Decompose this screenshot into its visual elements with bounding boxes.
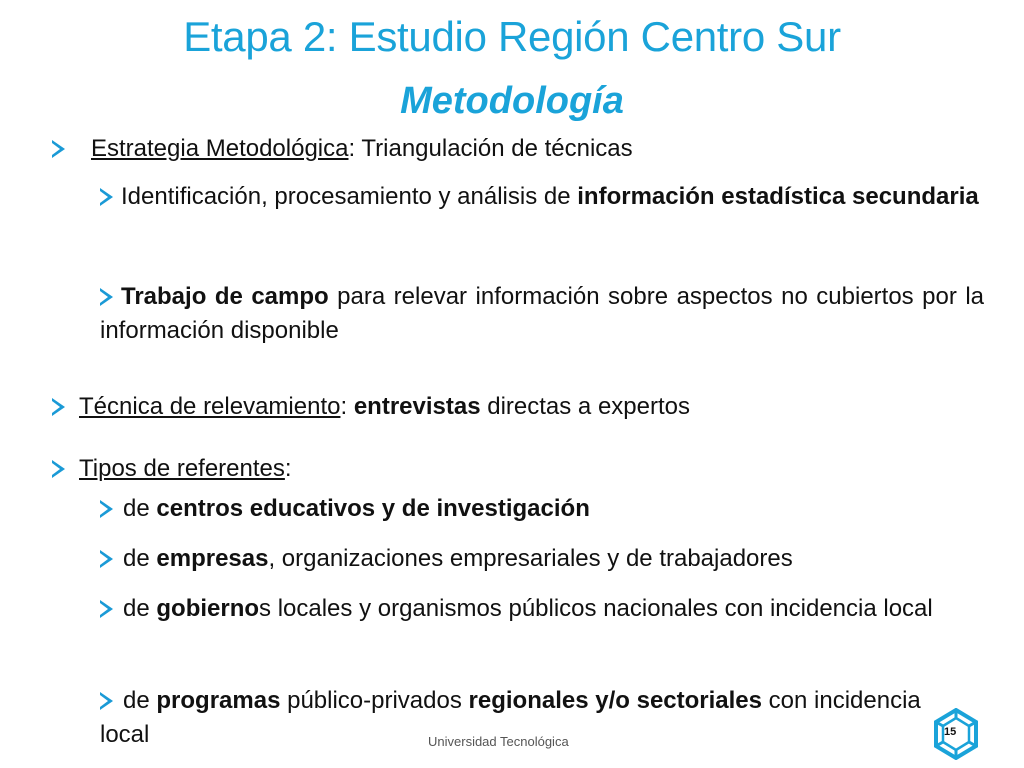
bullet-prefix: de <box>123 595 157 622</box>
bullet-field-work <box>100 280 984 348</box>
bullet-strategy <box>52 132 952 166</box>
bullet-bold-text: información estadística secundaria <box>577 183 979 210</box>
bullet-separator: : <box>340 393 354 420</box>
bullet-label: Técnica de relevamiento <box>79 393 341 420</box>
bullet-referent-types <box>52 452 952 486</box>
arrow-bullet-icon <box>52 398 65 416</box>
bullet-label: Estrategia Metodológica <box>91 135 349 162</box>
arrow-bullet-icon <box>100 600 113 618</box>
bullet-prefix: de <box>123 545 157 572</box>
bullet-companies <box>100 542 984 576</box>
bullet-survey-technique <box>52 390 952 424</box>
bullet-bold-text: regionales y/o sectoriales <box>468 687 763 714</box>
bullet-text: s locales y organismos públicos nacionales con incidencia local <box>259 595 933 622</box>
arrow-bullet-icon <box>52 140 65 158</box>
bullet-text: directas a expertos <box>480 393 690 420</box>
bullet-text: Triangulación de técnicas <box>355 135 633 162</box>
arrow-bullet-icon <box>100 188 113 206</box>
arrow-bullet-icon <box>100 500 113 518</box>
arrow-bullet-icon <box>100 692 113 710</box>
arrow-bullet-icon <box>100 288 113 306</box>
bullet-label: Tipos de referentes <box>79 455 285 482</box>
bullet-separator: : <box>284 455 292 482</box>
bullet-text: con incidencia local <box>100 687 921 748</box>
bullet-bold-text: empresas <box>156 545 269 572</box>
bullet-separator: : <box>348 135 356 162</box>
bullet-bold-text: entrevistas <box>353 393 481 420</box>
bullet-secondary-info <box>100 180 984 214</box>
bullet-text: para relevar información sobre aspectos no cubiertos por la información disponible <box>100 283 984 344</box>
bullet-text: Identificación, procesamiento y análisis de <box>121 183 578 210</box>
page-number: 15 <box>944 726 957 738</box>
bullet-governments <box>100 592 960 626</box>
slide-subtitle: Metodología <box>400 80 624 122</box>
arrow-bullet-icon <box>52 460 65 478</box>
bullet-prefix: de <box>123 495 157 522</box>
bullet-text: , organizaciones empresariales y de trabajadores <box>268 545 793 572</box>
bullet-education-centers <box>100 492 984 526</box>
bullet-prefix: de <box>123 687 157 714</box>
bullet-bold-text: gobierno <box>156 595 260 622</box>
slide-title: Etapa 2: Estudio Región Centro Sur <box>183 13 841 60</box>
bullet-bold-text: Trabajo de campo <box>121 283 329 310</box>
bullet-bold-text: centros educativos y de investigación <box>156 495 590 522</box>
arrow-bullet-icon <box>100 550 113 568</box>
footer-institution: Universidad Tecnológica <box>428 734 569 749</box>
bullet-bold-text: programas <box>156 687 281 714</box>
bullet-text: público-privados <box>280 687 469 714</box>
